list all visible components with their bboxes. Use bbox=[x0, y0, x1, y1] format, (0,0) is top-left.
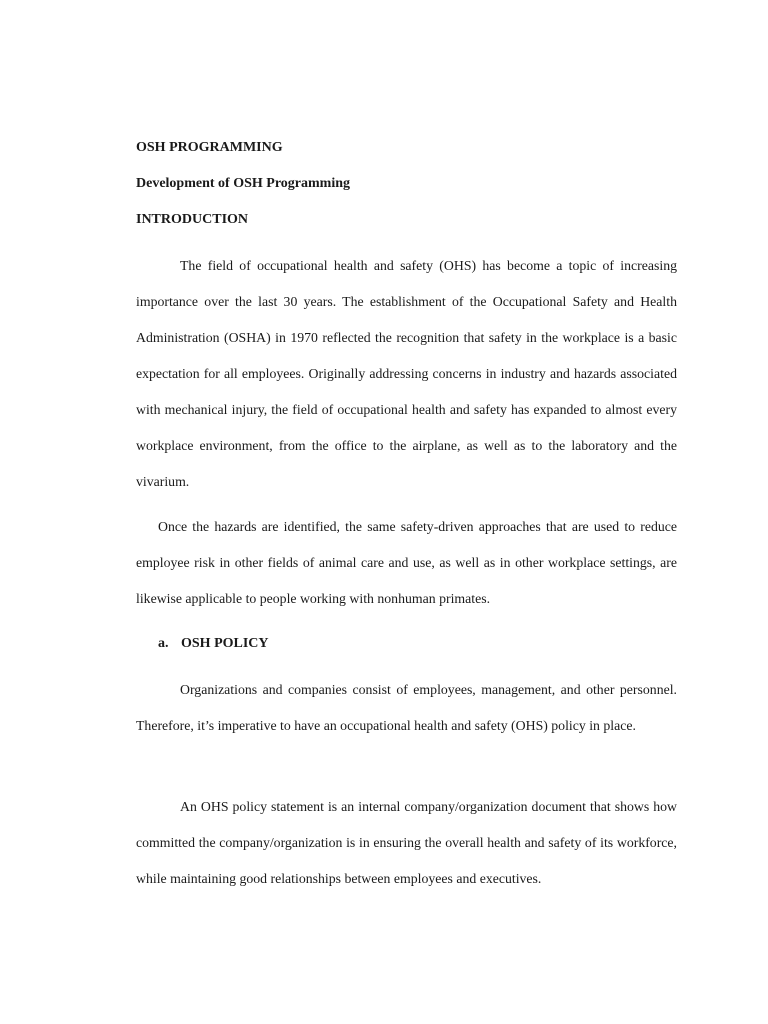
osh-policy-paragraph-1: Organizations and companies consist of employees, management, and other personnel. Therefore, it’s imperative to have an occupational health and safety (OHS) policy in place. bbox=[136, 682, 677, 733]
osh-policy-paragraph-2: An OHS policy statement is an internal company/organization document that shows how committed the company/organization is in ensuring the overall health and safety of its workforce, while maintaining good relationships between employees and executives. bbox=[136, 799, 677, 886]
intro-paragraph-1: The field of occupational health and safety (OHS) has become a topic of increasing importance over the last 30 years. The establishment of the Occupational Safety and Health Administration (OSHA) in 1970 reflected the recognition that safety in the workplace is a basic expectation for all employees. Originally addressing concerns in industry and hazards associated with mechanical injury, the field of occupational health and safety has expanded to almost every workplace environment, from the office to the airplane, as well as to the laboratory and the vivarium. bbox=[136, 258, 677, 489]
section-a-marker: a. bbox=[158, 636, 169, 651]
introduction-heading: INTRODUCTION bbox=[136, 212, 249, 227]
section-a-heading bbox=[158, 636, 269, 652]
document-subtitle: Development of OSH Programming bbox=[136, 176, 350, 191]
intro-paragraph-2: Once the hazards are identified, the same safety-driven approaches that are used to reduce employee risk in other fields of animal care and use, as well as in other workplace settings, are likewise applicable to people working with nonhuman primates. bbox=[136, 519, 677, 606]
document-title: OSH PROGRAMMING bbox=[136, 140, 283, 155]
section-a-title: OSH POLICY bbox=[181, 636, 269, 651]
